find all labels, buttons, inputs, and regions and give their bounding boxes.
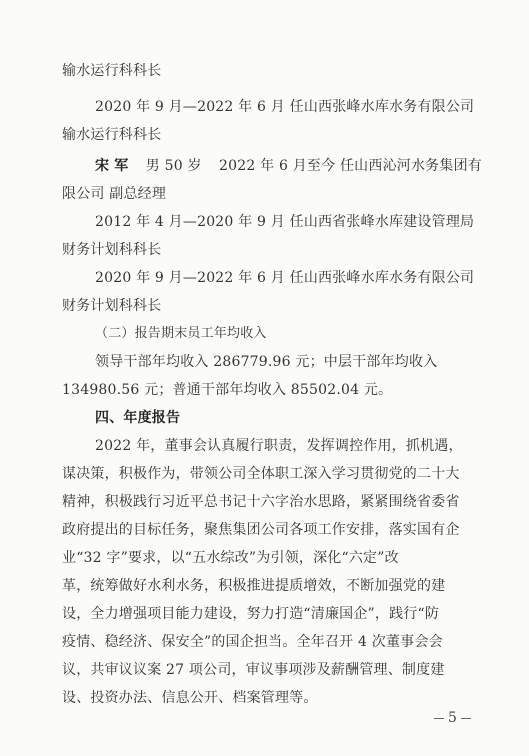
person-info: 男 50 岁	[145, 158, 202, 174]
person-position: 2022 年 6 月至今 任山西沁河水务集团有	[219, 158, 482, 174]
text-line: 业“32 字”要求，以“五水综改”为引领，深化“六定”改	[62, 550, 399, 566]
text-line: 2012 年 4 月—2020 年 9 月 任山西省张峰水库建设管理局	[95, 214, 475, 230]
text-line: 领导干部年均收入 286779.96 元；中层干部年均收入	[95, 354, 438, 370]
section-heading: 四、年度报告	[95, 410, 181, 426]
text-line: 财务计划科科长	[62, 242, 162, 258]
text-line: 谋决策，积极作为，带领公司全体职工深入学习贯彻党的二十大	[62, 466, 460, 482]
text-line: 输水运行科科长	[62, 127, 162, 143]
text-line: 设、投资办法、信息公开、档案管理等。	[62, 690, 318, 706]
page-number: 5	[448, 710, 457, 726]
text-line: 限公司 副总经理	[62, 186, 167, 202]
text-line: 设，全力增强项目能力建设，努力打造“清廉国企”，践行“防	[62, 606, 440, 622]
person-name: 宋 军	[95, 158, 129, 174]
person-entry	[95, 157, 482, 175]
text-line: 政府提出的目标任务，聚焦集团公司各项工作安排，落实国有企	[62, 522, 460, 538]
text-line: 议，共审议议案 27 项公司，审议事项涉及薪酬管理、制度建	[62, 662, 445, 678]
text-line: 134980.56 元；普通干部年均收入 85502.04 元。	[62, 382, 393, 398]
text-line: 输水运行科科长	[62, 63, 162, 79]
dash-left	[434, 718, 444, 719]
text-line: 2022 年，董事会认真履行职责，发挥调控作用，抓机遇，	[95, 438, 463, 454]
text-line: 疫情、稳经济、保安全”的国企担当。全年召开 4 次董事会会	[62, 634, 443, 650]
text-line: 财务计划科科长	[62, 298, 162, 314]
text-line: 2020 年 9 月—2022 年 6 月 任山西张峰水库水务有限公司	[95, 270, 475, 286]
text-line: 革，统筹做好水利水务，积极推进提质增效，不断加强党的建	[62, 578, 446, 594]
section-subheading: （二）报告期末员工年均收入	[95, 326, 267, 341]
text-line: 2020 年 9 月—2022 年 6 月 任山西张峰水库水务有限公司	[95, 99, 475, 115]
page-footer	[430, 710, 475, 726]
dash-right	[461, 718, 471, 719]
text-line: 精神，积极践行习近平总书记十六字治水思路，紧紧围绕省委省	[62, 494, 460, 510]
